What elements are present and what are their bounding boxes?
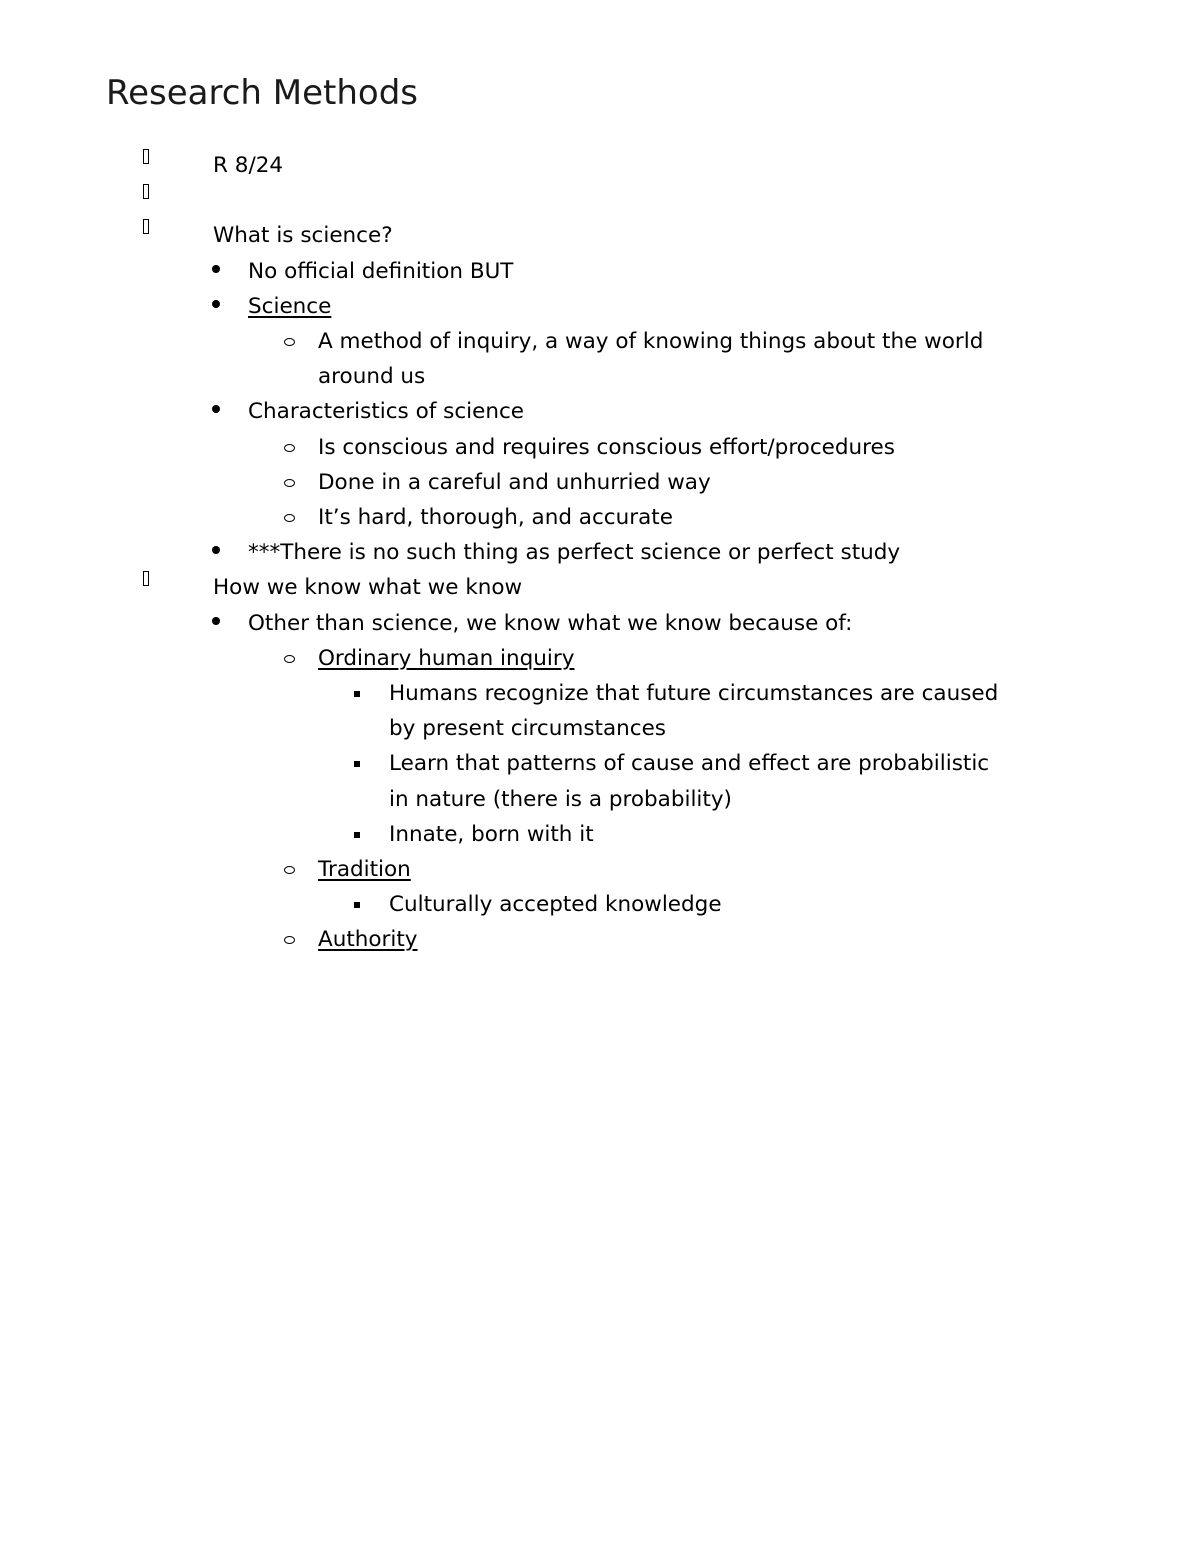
outline-item-text: What is science? <box>213 223 393 248</box>
outline-item-text: It’s hard, thorough, and accurate <box>318 505 673 530</box>
outline-bullet-circle <box>284 655 295 663</box>
outline-bullet-missing-glyph <box>143 149 149 164</box>
outline-item-text: Innate, born with it <box>389 822 594 847</box>
outline-item-text: Is conscious and requires conscious effort/procedures <box>318 435 895 460</box>
outline-item-text: by present circumstances <box>389 716 667 741</box>
outline-item-text: Tradition <box>318 857 411 882</box>
page-title: Research Methods <box>106 73 418 113</box>
outline-bullet-dot <box>212 405 220 413</box>
outline-item-text: Authority <box>318 927 418 952</box>
outline-bullet-dot <box>212 546 220 554</box>
outline-item-text: Learn that patterns of cause and effect are probabilistic <box>389 751 990 776</box>
outline-item-text: around us <box>318 364 426 389</box>
outline-bullet-square <box>354 761 360 767</box>
outline-item-text: Other than science, we know what we know because of: <box>248 611 853 636</box>
outline-item-text: Characteristics of science <box>248 399 525 424</box>
outline-bullet-circle <box>284 514 295 522</box>
outline-item-text: Done in a careful and unhurried way <box>318 470 711 495</box>
outline-bullet-square <box>354 902 360 908</box>
outline-item-text: A method of inquiry, a way of knowing things about the world <box>318 329 984 354</box>
outline-bullet-missing-glyph <box>143 184 149 199</box>
outline-item-text: Ordinary human inquiry <box>318 646 575 671</box>
outline-bullet-missing-glyph <box>143 571 149 586</box>
outline-item-text: Humans recognize that future circumstances are caused <box>389 681 999 706</box>
outline-bullet-dot <box>212 300 220 308</box>
outline-bullet-circle <box>284 444 295 452</box>
outline-item-text: No official definition BUT <box>248 259 514 284</box>
outline-bullet-circle <box>284 936 295 944</box>
outline-item-text: Culturally accepted knowledge <box>389 892 722 917</box>
outline-bullet-circle <box>284 866 295 874</box>
outline-bullet-circle <box>284 338 295 346</box>
outline-item-text: How we know what we know <box>213 575 523 600</box>
outline-item-text: in nature (there is a probability) <box>389 787 732 812</box>
outline-bullet-circle <box>284 479 295 487</box>
outline-bullet-missing-glyph <box>143 219 149 234</box>
outline-item-text: Science <box>248 294 332 319</box>
outline-item-text: ***There is no such thing as perfect science or perfect study <box>248 540 901 565</box>
outline-bullet-dot <box>212 617 220 625</box>
outline-bullet-square <box>354 832 360 838</box>
outline-bullet-dot <box>212 265 220 273</box>
outline-bullet-square <box>354 691 360 697</box>
outline-item-text: R 8/24 <box>213 153 284 178</box>
